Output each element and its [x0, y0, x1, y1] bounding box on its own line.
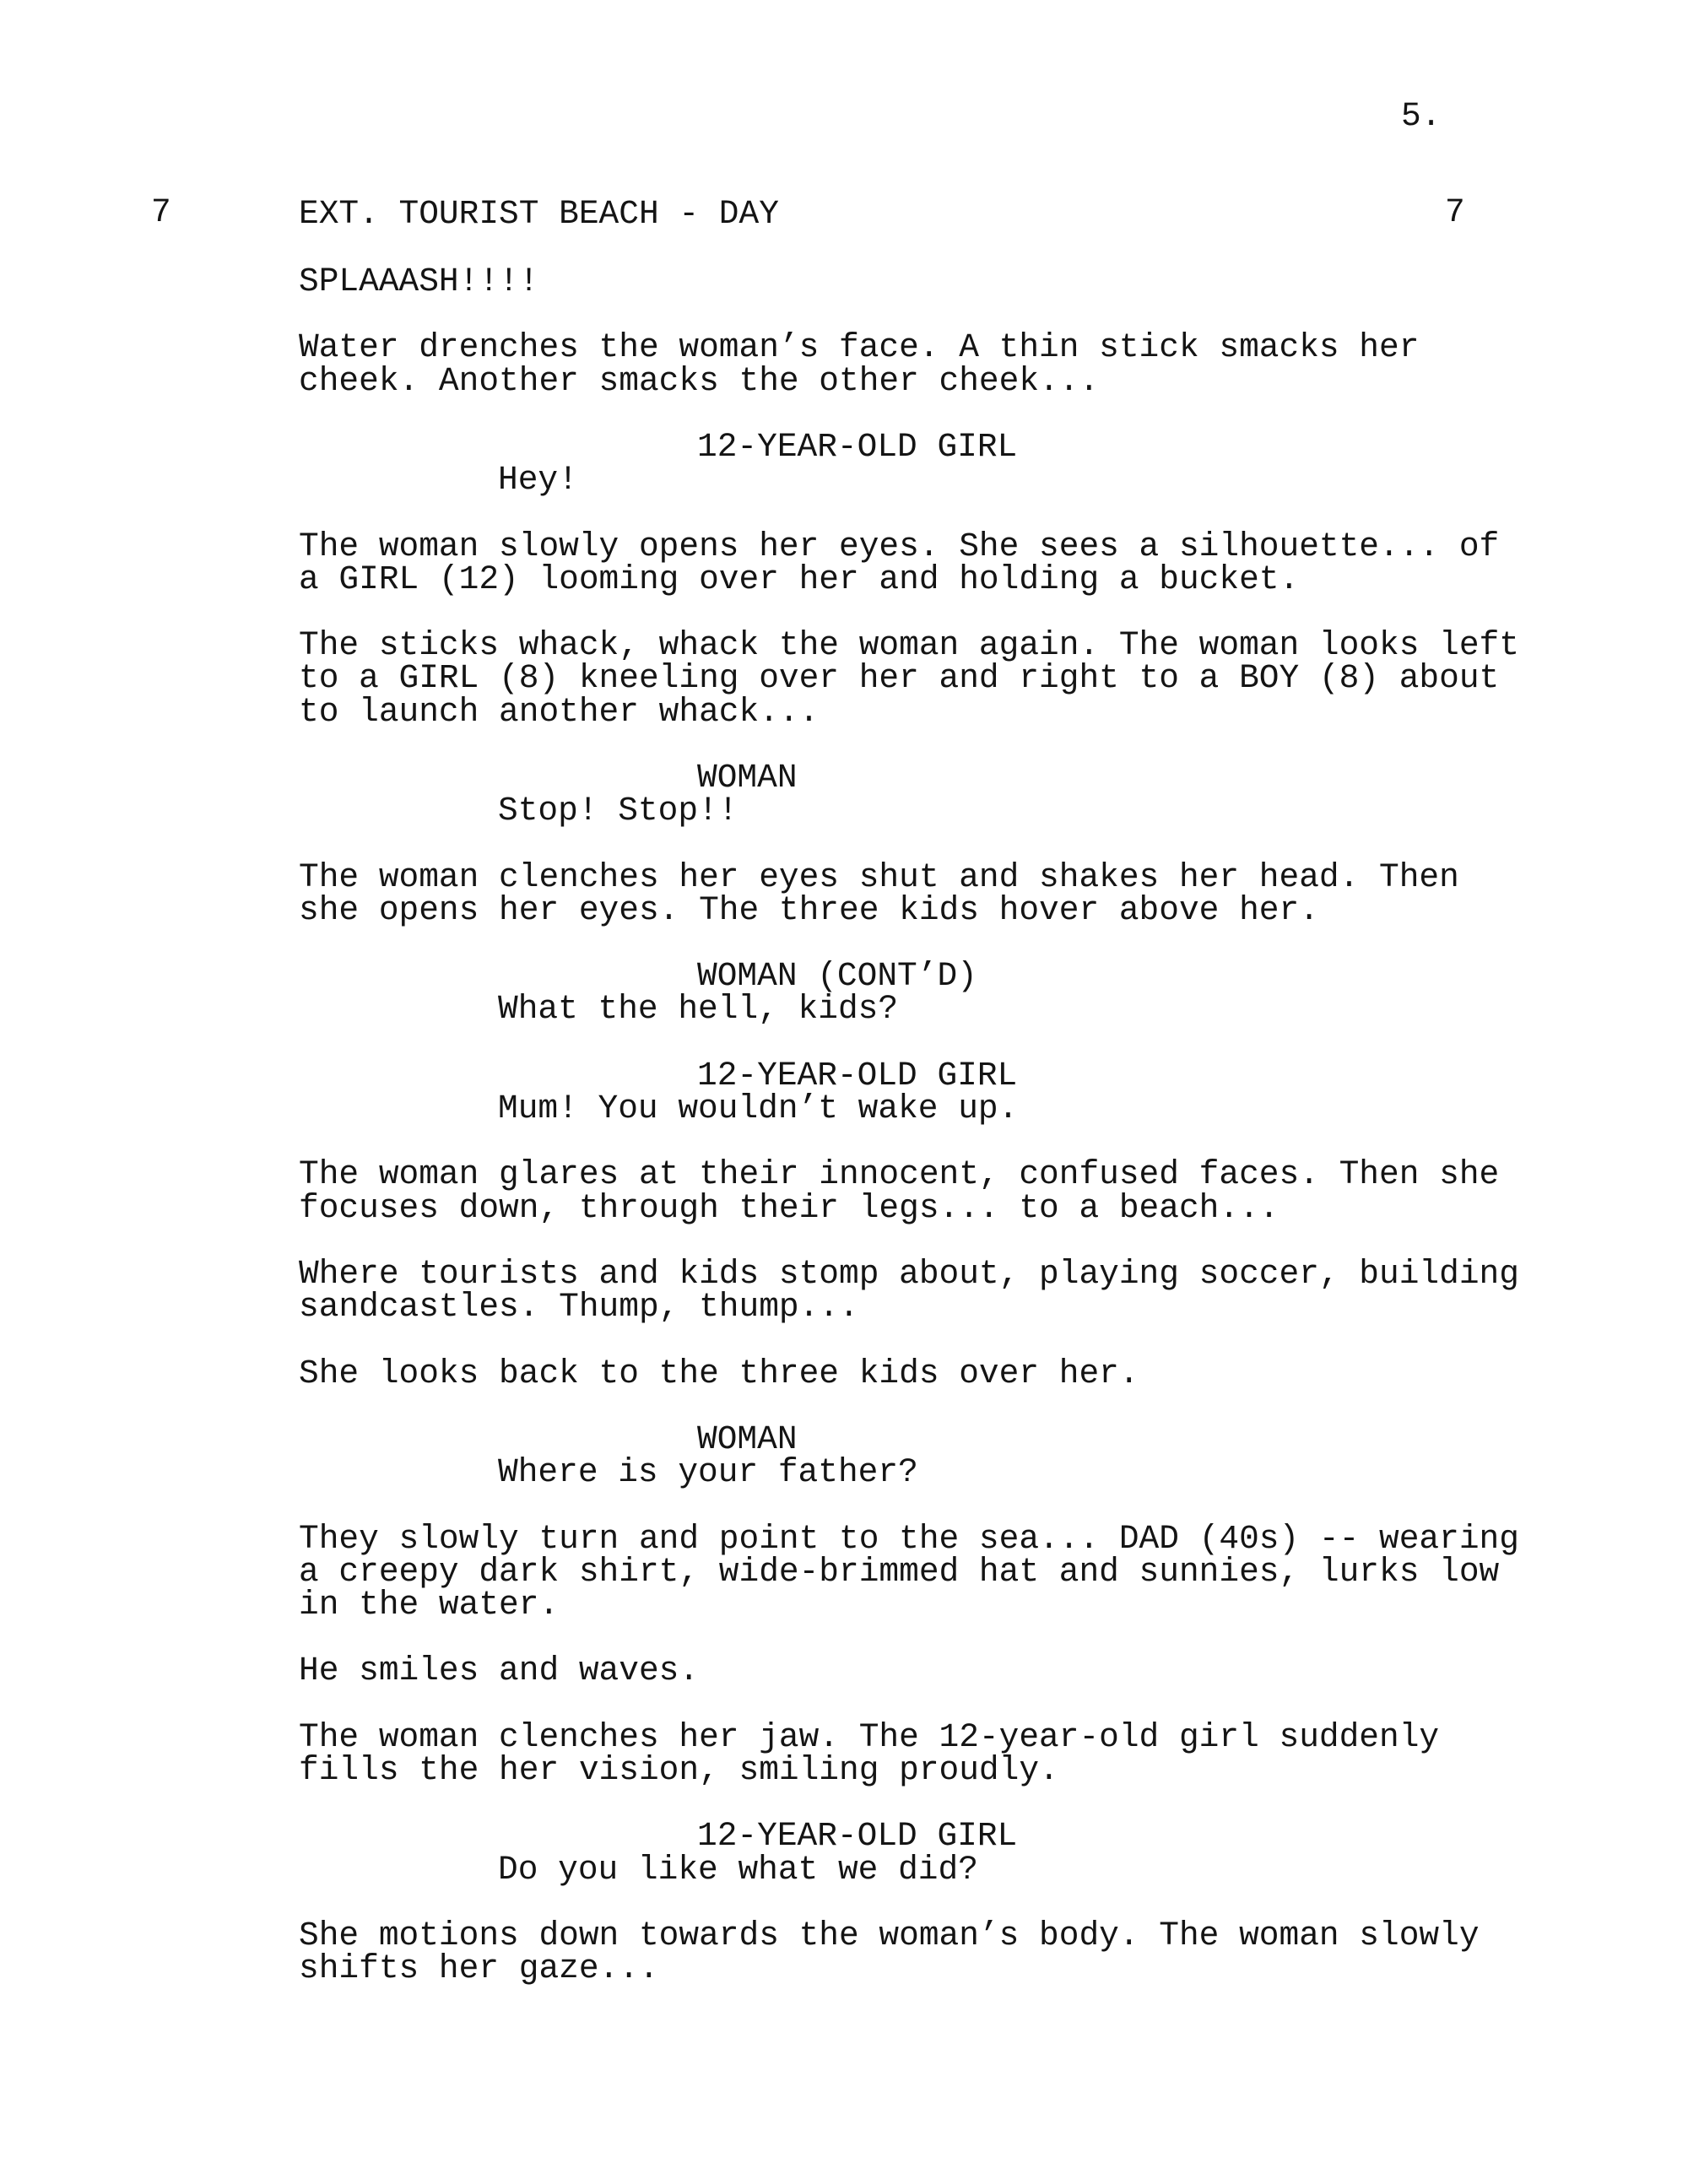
action-line: shifts her gaze...	[299, 1949, 659, 1987]
action-line: SPLAAASH!!!!	[299, 262, 539, 300]
scene-heading: EXT. TOURIST BEACH - DAY	[299, 195, 779, 233]
character-line: 12-YEAR-OLD GIRL	[697, 1057, 1018, 1095]
character-line: 12-YEAR-OLD GIRL	[697, 428, 1018, 466]
action-line: Water drenches the woman’s face. A thin stick smacks her	[299, 328, 1420, 366]
scene-number-left: 7	[151, 193, 171, 231]
dialogue-line: Do you like what we did?	[498, 1851, 978, 1889]
action-line: a GIRL (12) looming over her and holding a bucket.	[299, 560, 1300, 598]
page-number: 5.	[1401, 97, 1442, 135]
dialogue-line: Mum! You wouldn’t wake up.	[498, 1089, 1019, 1127]
action-line: fills the her vision, smiling proudly.	[299, 1751, 1059, 1789]
dialogue-line: Stop! Stop!!	[498, 792, 738, 830]
action-line: to launch another whack...	[299, 693, 820, 731]
scene-number-right: 7	[1445, 193, 1465, 231]
action-line: The woman clenches her jaw. The 12-year-old girl suddenly	[299, 1718, 1440, 1756]
action-line: They slowly turn and point to the sea... DAD (40s) -- wearing	[299, 1520, 1519, 1558]
action-line: The sticks whack, whack the woman again. The woman looks left	[299, 626, 1519, 664]
action-line: She looks back to the three kids over her.	[299, 1354, 1139, 1392]
action-line: cheek. Another smacks the other cheek...	[299, 362, 1100, 400]
action-line: focuses down, through their legs... to a beach...	[299, 1189, 1280, 1227]
character-line: WOMAN	[697, 1420, 798, 1458]
action-line: The woman slowly opens her eyes. She sees a silhouette... of	[299, 527, 1500, 565]
dialogue-line: Where is your father?	[498, 1453, 918, 1491]
action-line: she opens her eyes. The three kids hover above her.	[299, 891, 1319, 929]
action-line: to a GIRL (8) kneeling over her and right to a BOY (8) about	[299, 659, 1500, 697]
dialogue-line: What the hell, kids?	[498, 990, 899, 1028]
action-line: a creepy dark shirt, wide-brimmed hat and sunnies, lurks low	[299, 1553, 1500, 1591]
character-line: WOMAN (CONT’D)	[697, 957, 977, 995]
action-line: The woman clenches her eyes shut and shakes her head. Then	[299, 858, 1459, 896]
action-line: sandcastles. Thump, thump...	[299, 1288, 859, 1326]
action-line: She motions down towards the woman’s body. The woman slowly	[299, 1916, 1480, 1954]
dialogue-line: Hey!	[498, 461, 578, 499]
action-line: in the water.	[299, 1586, 560, 1624]
character-line: WOMAN	[697, 759, 798, 797]
action-line: Where tourists and kids stomp about, playing soccer, building	[299, 1255, 1519, 1293]
action-line: He smiles and waves.	[299, 1652, 700, 1689]
character-line: 12-YEAR-OLD GIRL	[697, 1817, 1018, 1855]
action-line: The woman glares at their innocent, confused faces. Then she	[299, 1155, 1500, 1193]
